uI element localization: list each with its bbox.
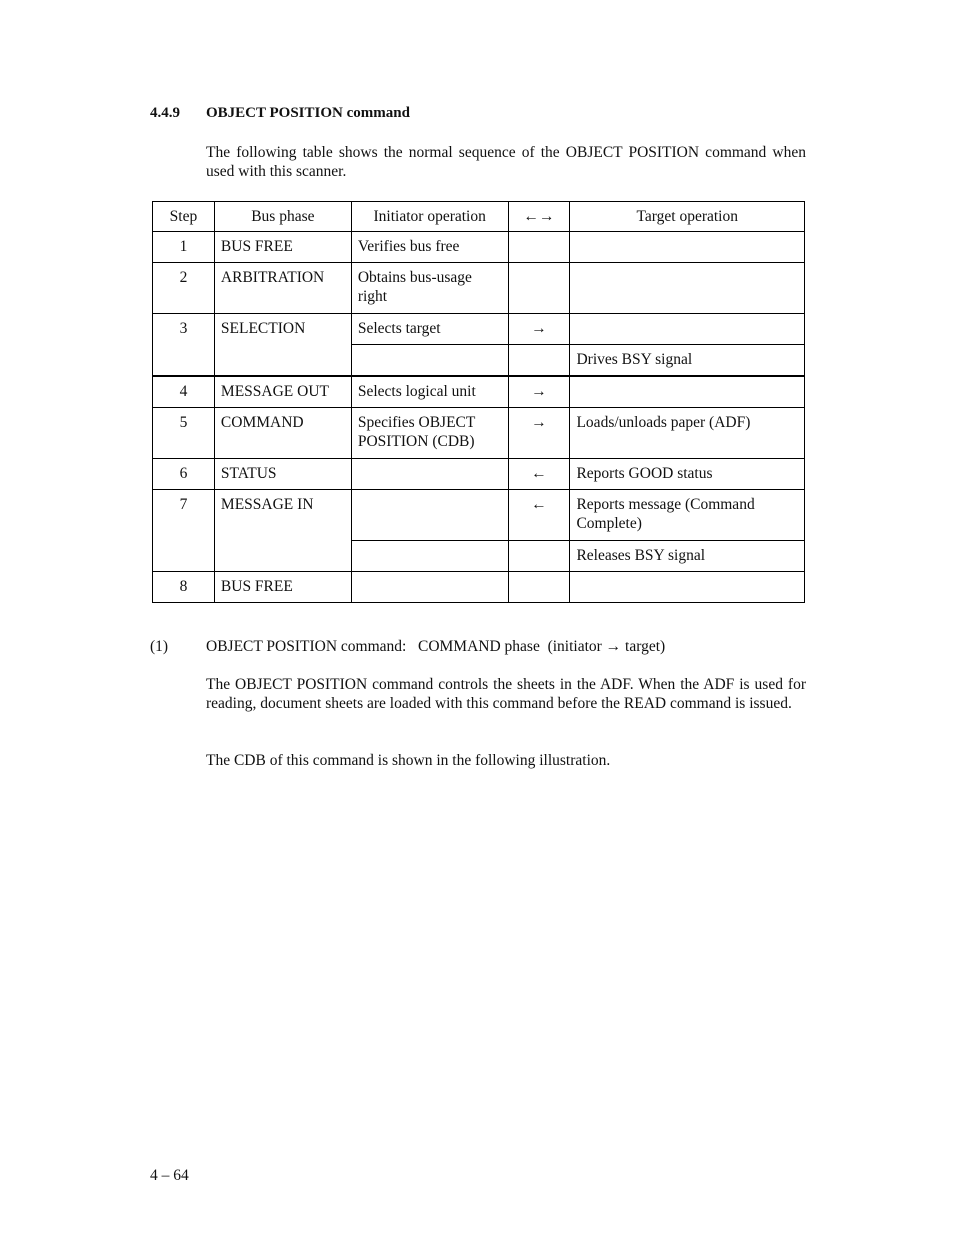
cell-step: 8: [153, 572, 215, 603]
table-header-row: [153, 202, 805, 232]
header-bus-phase: Bus phase: [214, 202, 351, 232]
cell-direction: →: [508, 376, 570, 408]
subsection-title: OBJECT POSITION command: COMMAND phase (initiator → target): [206, 638, 666, 655]
cell-initiator: [351, 345, 508, 377]
cell-step: 4: [153, 376, 215, 408]
cell-direction: →: [508, 314, 570, 345]
cell-direction: →: [508, 408, 570, 459]
cell-step: 6: [153, 459, 215, 490]
cell-phase: COMMAND: [214, 408, 351, 459]
cell-target: [570, 314, 805, 345]
table-row: [153, 263, 805, 314]
table-row: [153, 232, 805, 263]
sequence-table: [152, 201, 805, 603]
cell-step: 2: [153, 263, 215, 314]
table-row: [153, 314, 805, 345]
cell-target: [570, 376, 805, 408]
cell-initiator: [351, 459, 508, 490]
cell-target: Reports GOOD status: [570, 459, 805, 490]
cell-initiator: Selects target: [351, 314, 508, 345]
cell-phase: ARBITRATION: [214, 263, 351, 314]
cell-initiator: [351, 490, 508, 541]
cell-initiator: Specifies OBJECT POSITION (CDB): [351, 408, 508, 459]
cell-initiator: Selects logical unit: [351, 376, 508, 408]
cell-initiator: Obtains bus-usage right: [351, 263, 508, 314]
cdb-note-paragraph: The CDB of this command is shown in the following illustration.: [206, 752, 611, 769]
cell-phase: MESSAGE IN: [214, 490, 351, 572]
header-initiator-operation: Initiator operation: [351, 202, 508, 232]
cell-target: [570, 572, 805, 603]
cell-direction: [508, 541, 570, 572]
header-direction: ←→: [508, 202, 570, 232]
section-number: 4.4.9: [150, 105, 180, 121]
cell-target: Releases BSY signal: [570, 541, 805, 572]
cell-target: [570, 263, 805, 314]
cell-step: 5: [153, 408, 215, 459]
header-step: Step: [153, 202, 215, 232]
cell-step: 7: [153, 490, 215, 572]
table-row: [153, 490, 805, 541]
cell-direction: [508, 263, 570, 314]
header-target-operation: Target operation: [570, 202, 805, 232]
cell-target: [570, 232, 805, 263]
cell-direction: [508, 232, 570, 263]
cell-target: Loads/unloads paper (ADF): [570, 408, 805, 459]
page-number: 4 – 64: [150, 1167, 189, 1184]
cell-direction: [508, 345, 570, 377]
cell-target: Reports message (Command Complete): [570, 490, 805, 541]
cell-direction: [508, 572, 570, 603]
cell-initiator: Verifies bus free: [351, 232, 508, 263]
cell-step: 3: [153, 314, 215, 377]
cell-direction: ←: [508, 490, 570, 541]
cell-phase: BUS FREE: [214, 232, 351, 263]
subsection-number: (1): [150, 638, 169, 655]
intro-paragraph: The following table shows the normal sequence of the OBJECT POSITION command when used with this scanner.: [206, 144, 806, 180]
table-row: [153, 376, 805, 408]
table-row: [153, 459, 805, 490]
description-paragraph: The OBJECT POSITION command controls the sheets in the ADF. When the ADF is used for reading, document sheets are loaded with this command before the READ command is issued.: [206, 676, 806, 712]
cell-initiator: [351, 541, 508, 572]
table-row: [153, 572, 805, 603]
cell-target: Drives BSY signal: [570, 345, 805, 377]
cell-phase: STATUS: [214, 459, 351, 490]
cell-phase: SELECTION: [214, 314, 351, 377]
cell-step: 1: [153, 232, 215, 263]
cell-initiator: [351, 572, 508, 603]
section-title: OBJECT POSITION command: [206, 105, 410, 121]
cell-direction: ←: [508, 459, 570, 490]
cell-phase: MESSAGE OUT: [214, 376, 351, 408]
table-row: [153, 408, 805, 459]
cell-phase: BUS FREE: [214, 572, 351, 603]
